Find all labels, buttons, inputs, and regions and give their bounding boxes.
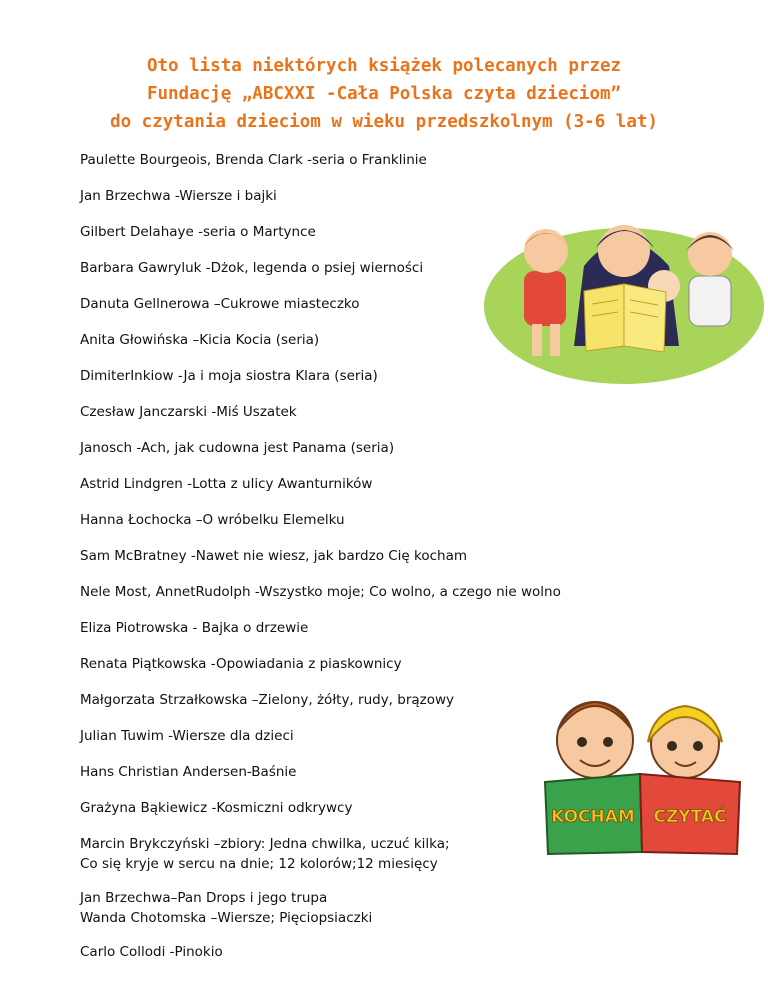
book-item: Nele Most, AnnetRudolph -Wszystko moje; Co wolno, a czego nie wolno xyxy=(80,584,561,600)
book-word-right: CZYTAĆ xyxy=(653,807,727,827)
book-item: Barbara Gawryluk -Dżok, legenda o psiej wierności xyxy=(80,260,424,276)
book-item: Sam McBratney -Nawet nie wiesz, jak bardzo Cię kocham xyxy=(80,548,468,564)
book-line: Co się kryje w sercu na dnie; 12 kolorów;12 miesięcy xyxy=(80,856,438,872)
book-item: Julian Tuwim -Wiersze dla dzieci xyxy=(80,728,294,744)
book-item-multiline xyxy=(80,888,640,928)
title-line-3: do czytania dzieciom w wieku przedszkolnym (3-6 lat) xyxy=(110,112,658,132)
book-item: Astrid Lindgren -Lotta z ulicy Awanturników xyxy=(80,476,373,492)
page-title xyxy=(0,52,768,136)
book-line: Jan Brzechwa–Pan Drops i jego trupa xyxy=(80,890,328,906)
book-word-left: KOCHAM xyxy=(551,807,635,827)
book-item: Grażyna Bąkiewicz -Kosmiczni odkrywcy xyxy=(80,800,353,816)
book-item: Jan Brzechwa -Wiersze i bajki xyxy=(80,188,277,204)
book-item: Czesław Janczarski -Miś Uszatek xyxy=(80,404,297,420)
book-item: Hanna Łochocka –O wróbelku Elemelku xyxy=(80,512,345,528)
book-item: Carlo Collodi -Pinokio xyxy=(80,944,223,960)
kocham-czytac-illustration xyxy=(540,682,745,862)
book-item: Janosch -Ach, jak cudowna jest Panama (seria) xyxy=(80,440,395,456)
title-line-2: Fundację „ABCXXI -Cała Polska czyta dzieciom” xyxy=(146,84,622,104)
book-item: Danuta Gellnerowa –Cukrowe miasteczko xyxy=(80,296,360,312)
title-line-1: Oto lista niektórych książek polecanych przez xyxy=(146,56,622,76)
family-reading-illustration xyxy=(474,196,764,386)
book-item: Renata Piątkowska -Opowiadania z piaskownicy xyxy=(80,656,402,672)
book-item: Eliza Piotrowska - Bajka o drzewie xyxy=(80,620,309,636)
book-item: Hans Christian Andersen-Baśnie xyxy=(80,764,297,780)
book-item: Małgorzata Strzałkowska –Zielony, żółty, rudy, brązowy xyxy=(80,692,455,708)
book-line: Marcin Brykczyński –zbiory: Jedna chwilka, uczuć kilka; xyxy=(80,836,450,852)
book-item: Gilbert Delahaye -seria o Martynce xyxy=(80,224,316,240)
book-line: Wanda Chotomska –Wiersze; Pięciopsiaczki xyxy=(80,910,373,926)
book-item: DimiterInkiow -Ja i moja siostra Klara (seria) xyxy=(80,368,378,384)
book-item: Paulette Bourgeois, Brenda Clark -seria o Franklinie xyxy=(80,152,427,168)
book-item: Anita Głowińska –Kicia Kocia (seria) xyxy=(80,332,320,348)
